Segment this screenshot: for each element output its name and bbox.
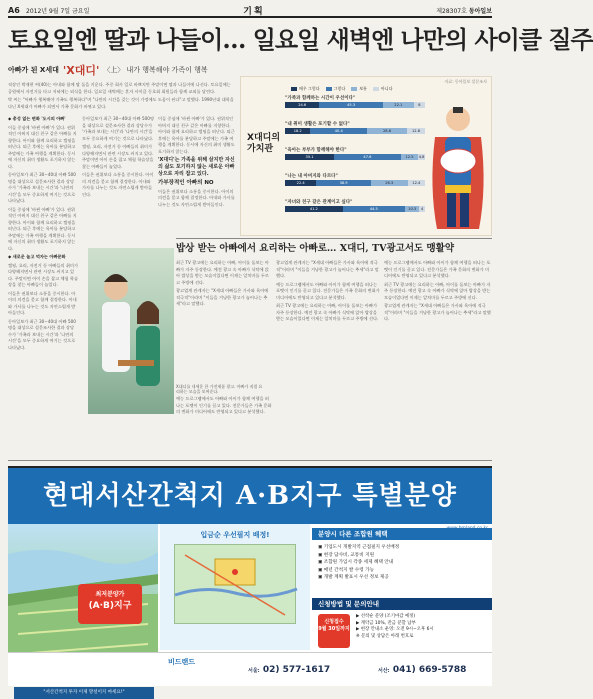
superhero-dad-illustration <box>427 97 489 233</box>
company-name: 비드랜드 <box>168 658 196 666</box>
advertisement[interactable] <box>8 466 492 695</box>
article2-column-3 <box>384 260 492 456</box>
body-paragraph: 캠핑, 요리, 자전거 등 아빠들의 취미가 다양해지면서 관련 시장도 커지고 있다. 주말이면 아이 손을 잡고 체험 학습장을 찾는 아빠들이 늘었다. <box>8 262 78 287</box>
body-paragraph: 동아일보가 최근 30∼40대 아빠 500명을 대상으로 설문조사한 결과 상당수가 '가족과 보내는 시간'과 '나만의 시간'을 모두 중요하게 여기는 것으로 나타났다. <box>8 318 76 350</box>
legend-label: 매우 그렇다 <box>299 86 320 91</box>
question-text: "육아는 부부가 함께해야 한다" <box>285 148 347 153</box>
map-illustration <box>175 545 297 625</box>
main-headline: 토요일엔 딸과 나들이… 일요일 새벽엔 나만의 사이클 질주 <box>8 25 593 54</box>
question-text: "자녀와 친구 같은 관계이고 싶다" <box>285 200 353 205</box>
photo-caption: X대디를 내세운 한 가전제품 광고. 아빠가 직접 요리하는 모습을 보여준다. <box>176 384 263 394</box>
legend-swatch <box>291 87 297 91</box>
article2-headline: 밥상 받는 아빠에서 요리하는 아빠로… X대디, TV광고서도 맹활약 <box>176 243 455 254</box>
section-label: 기획 <box>243 6 265 17</box>
pull-quote: 'X대디'는 가족을 위해 살지만 자신의 삶도 포기하지 않는 새로운 아빠상으로 자리 잡고 있다. <box>158 157 235 177</box>
body-paragraph: 이들은 권위보다 소통을 중시한다. 아이의 의견을 묻고 함께 결정한다. 아내와 가사를 나누는 것도 자연스럽게 받아들인다. <box>8 290 77 315</box>
article-column-1 <box>8 116 78 456</box>
legend-swatch <box>373 87 379 91</box>
stacked-bar <box>285 180 425 186</box>
article2-column-1 <box>176 260 272 380</box>
bar-segment: 44.5 <box>343 206 405 212</box>
benefit-item: ▣ 조합원 가입시 각종 세제 혜택 안내 <box>318 560 394 565</box>
benefit-item: ▣ 기업도시 개발지역 근접필지 우선배정 <box>318 545 400 550</box>
lead-paragraph: 직장인 박재현 씨(40)는 아내와 함께 딸 둘을 키운다. 주중 회사 일로 바쁘지만 주말이면 딸과 나들이에 나선다. 토요일에는 공원에서 자전거를 타고 저녁에는 외식을 한다. 일요일 새벽에는 혼자 사이클 동호회 회원들과 함께 교외를 달린다. <box>8 82 231 94</box>
publication-date: 2012년 9월 7일 금요일 <box>26 7 90 15</box>
legend-swatch <box>326 87 332 91</box>
ad-banner <box>8 468 492 524</box>
benefit-item: ▣ 매년 간척지 쌀 수령 가능 <box>318 567 375 573</box>
stacked-bar <box>285 206 425 212</box>
stacked-bar <box>285 154 425 160</box>
bar-segment: 40.4 <box>310 128 367 134</box>
body-paragraph: 이들 중심에 '바뀐 아빠'가 있다. 권위적인 아버지 대신 친구 같은 아빠를 지향한다. 아이와 함께 요리하고 캠핑을 떠난다. 퇴근 후에는 육아를 분담하고 주말에는 가족 여행을 계획한다. 동시에 자신의 취미 생활도 포기하지 않는다. <box>8 124 77 169</box>
legend-label: 보통 <box>359 86 367 91</box>
bar-segment: 4.8 <box>418 155 425 159</box>
body-paragraph: 광고업계 관계자는 "X세대 아빠들은 가사와 육아에 적극적"이라며 "이들을 겨냥한 광고가 늘어나는 추세"라고 말했다. <box>276 260 379 278</box>
location-map <box>174 544 296 624</box>
legend-item <box>291 86 320 92</box>
box-head: 가부장적인 아빠의 NO <box>158 180 214 186</box>
body-paragraph: 예능 프로그램에서도 아빠와 아이가 함께 여행을 떠나는 포맷이 인기를 끌고 있다. 전문가들은 가족 문화의 변화가 미디어에도 반영되고 있다고 분석했다. <box>384 260 491 278</box>
bar-segment: 12.5 <box>401 154 419 160</box>
body-paragraph: 예능 프로그램에서도 아빠와 아이가 함께 여행을 떠나는 포맷이 인기를 끌고 있다. 전문가들은 가족 문화의 변화가 미디어에도 반영되고 있다고 분석했다. <box>176 396 272 414</box>
badge-label: 최저분양가 <box>95 591 125 598</box>
phone-label: 서산: <box>378 668 390 674</box>
legend-item <box>373 86 393 92</box>
page-number: A6 <box>8 5 20 15</box>
phone-seoul[interactable] <box>248 665 330 675</box>
body-paragraph: 이들은 권위보다 소통을 중시한다. 아이의 의견을 묻고 함께 결정한다. 아내와 가사를 나누는 것도 자연스럽게 받아들인다. <box>82 172 154 197</box>
apply-date-label: 신청접수 <box>324 619 344 625</box>
body-paragraph: 동아일보가 최근 30∼40대 아빠 500명을 대상으로 설문조사한 결과 상당수가 '가족과 보내는 시간'과 '나만의 시간'을 모두 중요하게 여기는 것으로 나타났다. <box>8 172 76 203</box>
question-text: "가족과 함께하는 시간이 우선이다" <box>285 96 356 101</box>
benefit-item: ▣ 현장 답사비, 교통비 지원 <box>318 552 375 558</box>
article2-column-1b <box>176 396 272 456</box>
phone-number: 02) 577-1617 <box>262 665 331 675</box>
phone-seosan[interactable] <box>378 665 466 675</box>
bar-segment: 26.3 <box>371 180 408 186</box>
apply-details <box>356 614 486 640</box>
stacked-bar <box>285 128 425 134</box>
bar-segment: 47.6 <box>334 154 401 160</box>
price-badge <box>78 584 142 624</box>
apply-detail-line: ※ 문의 및 상담은 아래 번호로 <box>356 633 414 639</box>
bar-segment: 41.2 <box>285 206 343 212</box>
bar-segment: 10.3 <box>405 206 419 212</box>
phone-label: 서울: <box>248 668 260 674</box>
survey-question <box>285 121 425 134</box>
body-paragraph: 캠핑, 요리, 자전거 등 아빠들의 취미가 다양해지면서 관련 시장도 커지고 있다. 주말이면 아이 손을 잡고 체험 학습장을 찾는 아빠들이 늘었다. <box>82 144 154 169</box>
article2-column-2 <box>276 260 380 456</box>
infographic-source: 자료: 동아일보 설문조사 <box>444 79 487 84</box>
ad-title: 현대서산간척지 A·B지구 특별분양 <box>43 481 457 511</box>
survey-question <box>285 173 425 186</box>
stacked-bar <box>285 102 425 108</box>
body-paragraph: 이들 중심에 '바뀐 아빠'가 있다. 권위적인 아버지 대신 친구 같은 아빠를 지향한다. 아이와 함께 요리하고 캠핑을 떠난다. 퇴근 후에는 육아를 분담하고 주말에는 가족 여행을 계획한다. 동시에 자신의 취미 생활도 포기하지 않는다. <box>158 116 235 154</box>
bar-segment: 28.6 <box>367 128 407 134</box>
ad-map-panel <box>160 524 310 650</box>
issue-info <box>392 6 492 15</box>
apply-detail-line: ▶ 계약금 10%, 잔금 분할 납부 <box>356 620 416 626</box>
article-divider <box>176 238 492 239</box>
infographic-legend <box>291 86 393 92</box>
benefit-list <box>318 544 486 582</box>
benefit-heading: 분양시 다른 조합원 혜택 <box>312 528 492 540</box>
apply-detail-line: ▶ 현장 안내소 운영: 오전 9시∼오후 6시 <box>356 627 434 632</box>
bar-segment: 12.4 <box>408 180 425 186</box>
bar-segment: 22.4 <box>285 180 316 186</box>
issue-number: 제28307호 <box>436 7 467 15</box>
family-photo-illustration <box>88 248 174 414</box>
body-paragraph: 이들 중심에 '바뀐 아빠'가 있다. 권위적인 아버지 대신 친구 같은 아빠를 지향한다. 아이와 함께 요리하고 캠핑을 떠난다. 퇴근 후에는 육아를 분담하고 주말에는 가족 여행을 계획한다. 동시에 자신의 취미 생활도 포기하지 않는다. <box>8 206 77 251</box>
series-title: 〈上〉 내가 행복해야 가족이 행복 <box>103 66 208 74</box>
bar-segment: 4 <box>421 207 424 211</box>
bar-segment: 22.1 <box>383 102 414 108</box>
article-column-3 <box>158 116 236 236</box>
bar-segment: 8 <box>414 102 425 108</box>
badge-value: (A·B)지구 <box>88 601 132 611</box>
bar-segment: 35.1 <box>285 154 334 160</box>
question-text: "나는 내 아버지와 다르다" <box>285 174 338 179</box>
body-paragraph: 광고업계 관계자는 "X세대 아빠들은 가사와 육아에 적극적"이라며 "이들을 겨냥한 광고가 늘어나는 추세"라고 말했다. <box>384 303 491 321</box>
legend-label: 그렇다 <box>333 86 346 91</box>
survey-infographic <box>240 76 492 236</box>
survey-question <box>285 95 425 108</box>
survey-question <box>285 147 425 160</box>
benefit-item: ▣ 개발 계획 발표시 우선 정보 제공 <box>318 575 389 580</box>
paper-name: 동아일보 <box>468 7 492 15</box>
subhead: ◆ 총성 없는 변화 '도시의 아빠' <box>8 116 66 121</box>
ad-contact-bar <box>8 652 492 686</box>
legend-label: 아니다 <box>380 86 393 91</box>
subhead: ◆ 새로운 놀고 먹자는 아빠문화 <box>8 254 66 259</box>
body-paragraph: 예능 프로그램에서도 아빠와 아이가 함께 여행을 떠나는 포맷이 인기를 끌고 있다. 전문가들은 가족 문화의 변화가 미디어에도 반영되고 있다고 분석했다. <box>276 281 380 300</box>
body-paragraph: 이들은 권위보다 소통을 중시한다. 아이의 의견을 묻고 함께 결정한다. 아내와 가사를 나누는 것도 자연스럽게 받아들인다. <box>158 188 235 207</box>
series-x-mark: 'X대디' <box>62 64 100 77</box>
infographic-title: X대디의 가치관 <box>247 133 281 154</box>
lead-paragraph-2: 박 씨는 "아빠가 행복해야 가족도 행복하다"며 "나만의 시간을 갖는 것이 가정에도 도움이 된다"고 말했다. 1990년대 대학을 다닌 X세대가 아빠가 되면서 가족 문화가 바뀌고 있다. <box>8 97 234 109</box>
apply-date-box <box>318 614 350 648</box>
body-paragraph: 광고업계 관계자는 "X세대 아빠들은 가사와 육아에 적극적"이라며 "이들을 겨냥한 광고가 늘어나는 추세"라고 말했다. <box>176 288 269 306</box>
legend-item <box>326 86 346 92</box>
bar-segment: 12.8 <box>407 128 425 134</box>
question-text: "내 취미 생활은 포기할 수 없다" <box>285 122 350 127</box>
article-lead <box>8 82 236 112</box>
body-paragraph: 최근 TV 광고에는 요리하는 아빠, 아이를 돌보는 아빠가 자주 등장한다. 예전 광고 속 아빠가 식탁에 앉아 밥상을 받는 모습이었다면 이제는 앞치마를 두르고 주방에 선다. <box>384 281 491 300</box>
survey-question <box>285 199 425 212</box>
body-paragraph: 최근 TV 광고에는 요리하는 아빠, 아이를 돌보는 아빠가 자주 등장한다. 예전 광고 속 아빠가 식탁에 앉아 밥상을 받는 모습이었다면 이제는 앞치마를 두르고 주방에 선다. <box>176 260 269 285</box>
phone-number: 041) 669-5788 <box>392 665 467 675</box>
bar-segment: 45.3 <box>319 102 382 108</box>
article-column-2 <box>82 116 154 246</box>
series-kicker: 아빠가 된 X세대 <box>8 66 59 74</box>
map-title: 입금순 우선필지 배정! <box>200 531 270 539</box>
legend-swatch <box>351 87 357 91</box>
apply-date-value: 9월 30일까지 <box>318 626 350 632</box>
ad-slogan: "서산간척지 투자 이제 망설이지 마세요!" <box>14 687 154 699</box>
page-header <box>8 4 492 18</box>
section-divider <box>8 460 492 461</box>
body-paragraph: 최근 TV 광고에는 요리하는 아빠, 아이를 돌보는 아빠가 자주 등장한다. 예전 광고 속 아빠가 식탁에 앉아 밥상을 받는 모습이었다면 이제는 앞치마를 두르고 주방에 선다. <box>276 303 379 321</box>
ad-photo <box>88 248 174 414</box>
legend-item <box>351 86 367 92</box>
bar-segment: 18.2 <box>285 128 310 134</box>
body-paragraph: 동아일보가 최근 30∼40대 아빠 500명을 대상으로 설문조사한 결과 상당수가 '가족과 보내는 시간'과 '나만의 시간'을 모두 중요하게 여기는 것으로 나타났다. <box>82 116 154 141</box>
bar-segment: 24.6 <box>285 102 319 108</box>
apply-detail-line: ▶ 선착순 분양 (조기마감 예정) <box>356 614 416 619</box>
apply-heading: 신청방법 및 문의안내 <box>312 598 492 610</box>
bar-segment: 38.9 <box>316 180 370 186</box>
